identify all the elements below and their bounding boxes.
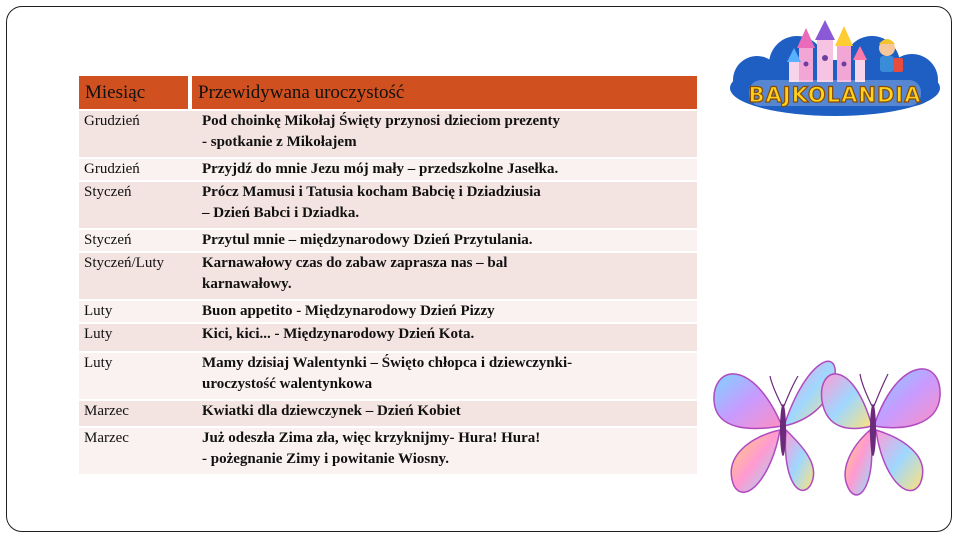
table-row xyxy=(79,253,697,299)
month-cell: Grudzień xyxy=(79,159,192,180)
table-header-row xyxy=(79,76,697,109)
event-cell: Pod choinkę Mikołaj Święty przynosi dzieciom prezenty - spotkanie z Mikołajem xyxy=(192,111,697,157)
event-cell: Karnawałowy czas do zabaw zaprasza nas – bal karnawałowy. xyxy=(192,253,697,299)
table-row xyxy=(79,353,697,399)
table-row xyxy=(79,230,697,251)
month-cell: Marzec xyxy=(79,401,192,426)
table-row xyxy=(79,159,697,180)
butterfly-right-icon xyxy=(822,369,941,495)
event-cell: Już odeszła Zima zła, więc krzyknijmy- Hura! Hura! - pożegnanie Zimy i powitanie Wiosny. xyxy=(192,428,697,474)
event-cell: Prócz Mamusi i Tatusia kocham Babcię i Dziadziusia – Dzień Babci i Dziadka. xyxy=(192,182,697,228)
butterflies-illustration xyxy=(712,346,944,502)
month-cell: Styczeń xyxy=(79,182,192,228)
header-event: Przewidywana uroczystość xyxy=(192,76,697,109)
event-cell: Przyjdź do mnie Jezu mój mały – przedszkolne Jasełka. xyxy=(192,159,697,180)
month-cell: Luty xyxy=(79,301,192,322)
table-row xyxy=(79,182,697,228)
table-row xyxy=(79,111,697,157)
table-row xyxy=(79,324,697,351)
month-cell: Styczeń/Luty xyxy=(79,253,192,299)
event-cell: Przytul mnie – międzynarodowy Dzień Przytulania. xyxy=(192,230,697,251)
event-cell: Kwiatki dla dziewczynek – Dzień Kobiet xyxy=(192,401,697,426)
svg-text:BAJKOLANDIA: BAJKOLANDIA xyxy=(748,83,922,107)
table-row xyxy=(79,301,697,322)
schedule-table xyxy=(79,74,697,476)
butterfly-left-icon xyxy=(714,361,835,492)
month-cell: Marzec xyxy=(79,428,192,474)
month-cell: Luty xyxy=(79,353,192,399)
event-cell: Mamy dzisiaj Walentynki – Święto chłopca i dziewczynki- uroczystość walentynkowa xyxy=(192,353,697,399)
event-cell: Buon appetito - Międzynarodowy Dzień Pizzy xyxy=(192,301,697,322)
month-cell: Luty xyxy=(79,324,192,351)
header-month: Miesiąc xyxy=(79,76,192,109)
bajkolandia-logo xyxy=(727,18,943,122)
month-cell: Styczeń xyxy=(79,230,192,251)
event-cell: Kici, kici... - Międzynarodowy Dzień Kota. xyxy=(192,324,697,351)
table-row xyxy=(79,428,697,474)
table-row xyxy=(79,401,697,426)
month-cell: Grudzień xyxy=(79,111,192,157)
